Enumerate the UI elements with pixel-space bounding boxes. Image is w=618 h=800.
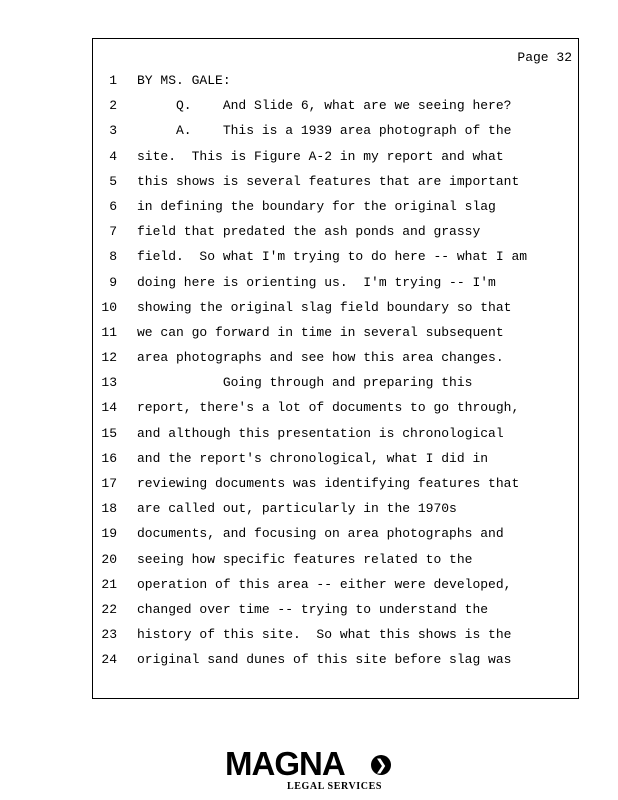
line-number: 1 — [109, 73, 117, 88]
line-number: 20 — [101, 551, 117, 567]
line-number: 18 — [101, 501, 117, 517]
line-number: 3 — [109, 123, 117, 139]
transcript-line — [93, 274, 578, 299]
transcript-line — [93, 626, 578, 651]
line-number: 12 — [101, 350, 117, 366]
line-number: 10 — [101, 299, 117, 315]
line-number: 11 — [101, 324, 117, 340]
transcript-line — [93, 525, 578, 550]
line-number: 2 — [109, 98, 117, 114]
line-number: 9 — [109, 274, 117, 290]
line-number: 5 — [109, 173, 117, 189]
line-text: reviewing documents was identifying features that — [137, 476, 520, 491]
line-text: documents, and focusing on area photographs and — [137, 526, 504, 542]
line-text: A. This is a 1939 area photograph of the — [137, 123, 512, 139]
transcript-body — [93, 72, 578, 677]
line-text: field that predated the ash ponds and grassy — [137, 224, 481, 240]
line-text: in defining the boundary for the original slag — [137, 198, 496, 214]
line-number: 22 — [101, 601, 117, 617]
transcript-line — [93, 500, 578, 525]
transcript-page — [92, 38, 579, 699]
transcript-line — [93, 198, 578, 223]
transcript-line — [93, 299, 578, 324]
line-number: 14 — [101, 400, 117, 416]
line-text: operation of this area -- either were developed, — [137, 576, 512, 592]
transcript-line — [93, 576, 578, 601]
line-text: and the report's chronological, what I did in — [137, 450, 489, 466]
line-number: 8 — [109, 249, 117, 265]
transcript-line — [93, 651, 578, 676]
line-text: site. This is Figure A-2 in my report and what — [137, 148, 504, 164]
line-text: Going through and preparing this — [137, 375, 473, 391]
transcript-line — [93, 399, 578, 424]
transcript-line — [93, 425, 578, 450]
line-text: field. So what I'm trying to do here -- what I am — [137, 249, 528, 265]
line-text: changed over time -- trying to understand the — [137, 601, 489, 617]
line-text: original sand dunes of this site before slag was — [137, 652, 512, 668]
line-text: BY MS. GALE: — [137, 73, 231, 88]
logo-arrow-icon: ❯ — [371, 755, 391, 775]
transcript-line — [93, 122, 578, 147]
line-number: 6 — [109, 198, 117, 214]
line-number: 15 — [101, 425, 117, 441]
transcript-line — [93, 475, 578, 500]
line-text: and although this presentation is chronological — [137, 425, 504, 441]
logo-tagline: LEGAL SERVICES — [287, 781, 383, 792]
transcript-line — [93, 72, 578, 97]
line-number: 17 — [101, 476, 117, 491]
line-text: seeing how specific features related to the — [137, 551, 473, 567]
line-text: showing the original slag field boundary so that — [137, 299, 512, 315]
transcript-line — [93, 97, 578, 122]
transcript-line — [93, 450, 578, 475]
magna-logo — [225, 746, 395, 794]
transcript-line — [93, 173, 578, 198]
line-number: 23 — [101, 627, 117, 643]
line-text: doing here is orienting us. I'm trying -- I'm — [137, 274, 496, 290]
line-text: this shows is several features that are important — [137, 173, 520, 189]
transcript-line — [93, 374, 578, 399]
line-number: 13 — [101, 375, 117, 391]
transcript-line — [93, 551, 578, 576]
transcript-line — [93, 148, 578, 173]
line-number: 4 — [109, 148, 117, 164]
line-text: history of this site. So what this shows is the — [137, 627, 512, 643]
line-text: are called out, particularly in the 1970s — [137, 501, 457, 517]
line-text: report, there's a lot of documents to go through, — [137, 400, 520, 416]
logo-word: MAGNA — [225, 745, 345, 782]
line-number: 19 — [101, 526, 117, 542]
line-text: area photographs and see how this area changes. — [137, 350, 504, 366]
transcript-line — [93, 601, 578, 626]
line-number: 21 — [101, 576, 117, 592]
page-number: Page 32 — [517, 50, 572, 65]
line-number: 16 — [101, 450, 117, 466]
transcript-line — [93, 248, 578, 273]
transcript-line — [93, 349, 578, 374]
line-text: we can go forward in time in several subsequent — [137, 324, 504, 340]
transcript-line — [93, 223, 578, 248]
line-number: 24 — [101, 652, 117, 668]
line-text: Q. And Slide 6, what are we seeing here? — [137, 98, 512, 114]
transcript-line — [93, 324, 578, 349]
line-number: 7 — [109, 224, 117, 240]
